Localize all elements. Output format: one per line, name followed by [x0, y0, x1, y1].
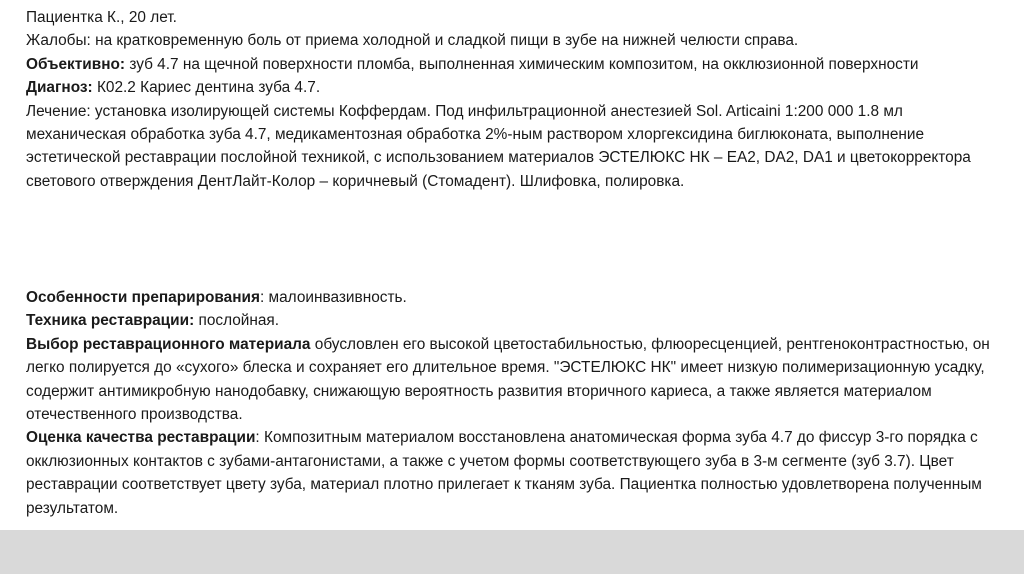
technique-label: Техника реставрации:	[26, 312, 195, 330]
objective-text: зуб 4.7 на щечной поверхности пломба, выполненная химическим композитом, на окклюзионной поверхности	[125, 55, 919, 73]
prep-label: Особенности препарирования	[26, 289, 260, 306]
quality-paragraph	[26, 426, 1006, 520]
diagnosis-label: Диагноз:	[26, 79, 93, 97]
material-paragraph	[26, 333, 1006, 427]
prep-text: : малоинвазивность.	[259, 289, 407, 306]
material-text: обусловлен его высокой цветостабильностью, флюоресценцией, рентгеноконтрастностью, он легко полируется до «сухого» блеска и сохраняет его длительное время. "ЭСТЕЛЮКС НК" имеет низкую полимеризационную усадку, содержит антимикробную нанодобавку, снижающую вероятность развития вторичного кариеса, а также является материалом отечественного производства.	[26, 335, 990, 424]
diagnosis-paragraph	[26, 76, 1006, 99]
footer-bar	[0, 530, 1024, 574]
quality-label: Оценка качества реставрации	[26, 429, 256, 447]
prep-paragraph	[26, 286, 1006, 309]
diagnosis-text: К02.2 Кариес дентина зуба 4.7.	[92, 79, 321, 97]
restoration-features	[26, 286, 1006, 520]
technique-paragraph	[26, 309, 1006, 332]
case-description	[26, 6, 1006, 193]
treatment-paragraph: Лечение: установка изолирующей системы Коффердам. Под инфильтрационной анестезией Sol. Articaini 1:200 000 1.8 мл механическая обработка зуба 4.7, медикаментозная обработка 2%-ным раствором хлоргексидина биглюконата, выполнение эстетической реставрации послойной техникой, с использованием материалов ЭСТЕЛЮКС НК – EA2, DA2, DA1 и цветокорректора светового отверждения ДентЛайт-Колор – коричневый (Стомадент). Шлифовка, полировка.	[26, 102, 971, 190]
material-label: Выбор реставрационного материала	[26, 335, 311, 353]
complaints-line: Жалобы: на кратковременную боль от приема холодной и сладкой пищи в зубе на нижней челюсти справа.	[26, 32, 799, 50]
quality-text: : Композитным материалом восстановлена анатомическая форма зуба 4.7 до фиссур 3-го порядка с окклюзионных контактов с зубами-антагонистами, а также с учетом формы соответствующего зуба в 3-м сегменте (зуб 3.7). Цвет реставрации соответствует цвету зуба, материал плотно прилегает к тканям зуба. Пациентка полностью удовлетворена полученным результатом.	[26, 429, 982, 517]
patient-line: Пациентка К., 20 лет.	[26, 9, 177, 26]
objective-label: Объективно:	[26, 55, 126, 73]
technique-text: послойная.	[194, 312, 280, 330]
objective-paragraph	[26, 53, 1006, 76]
